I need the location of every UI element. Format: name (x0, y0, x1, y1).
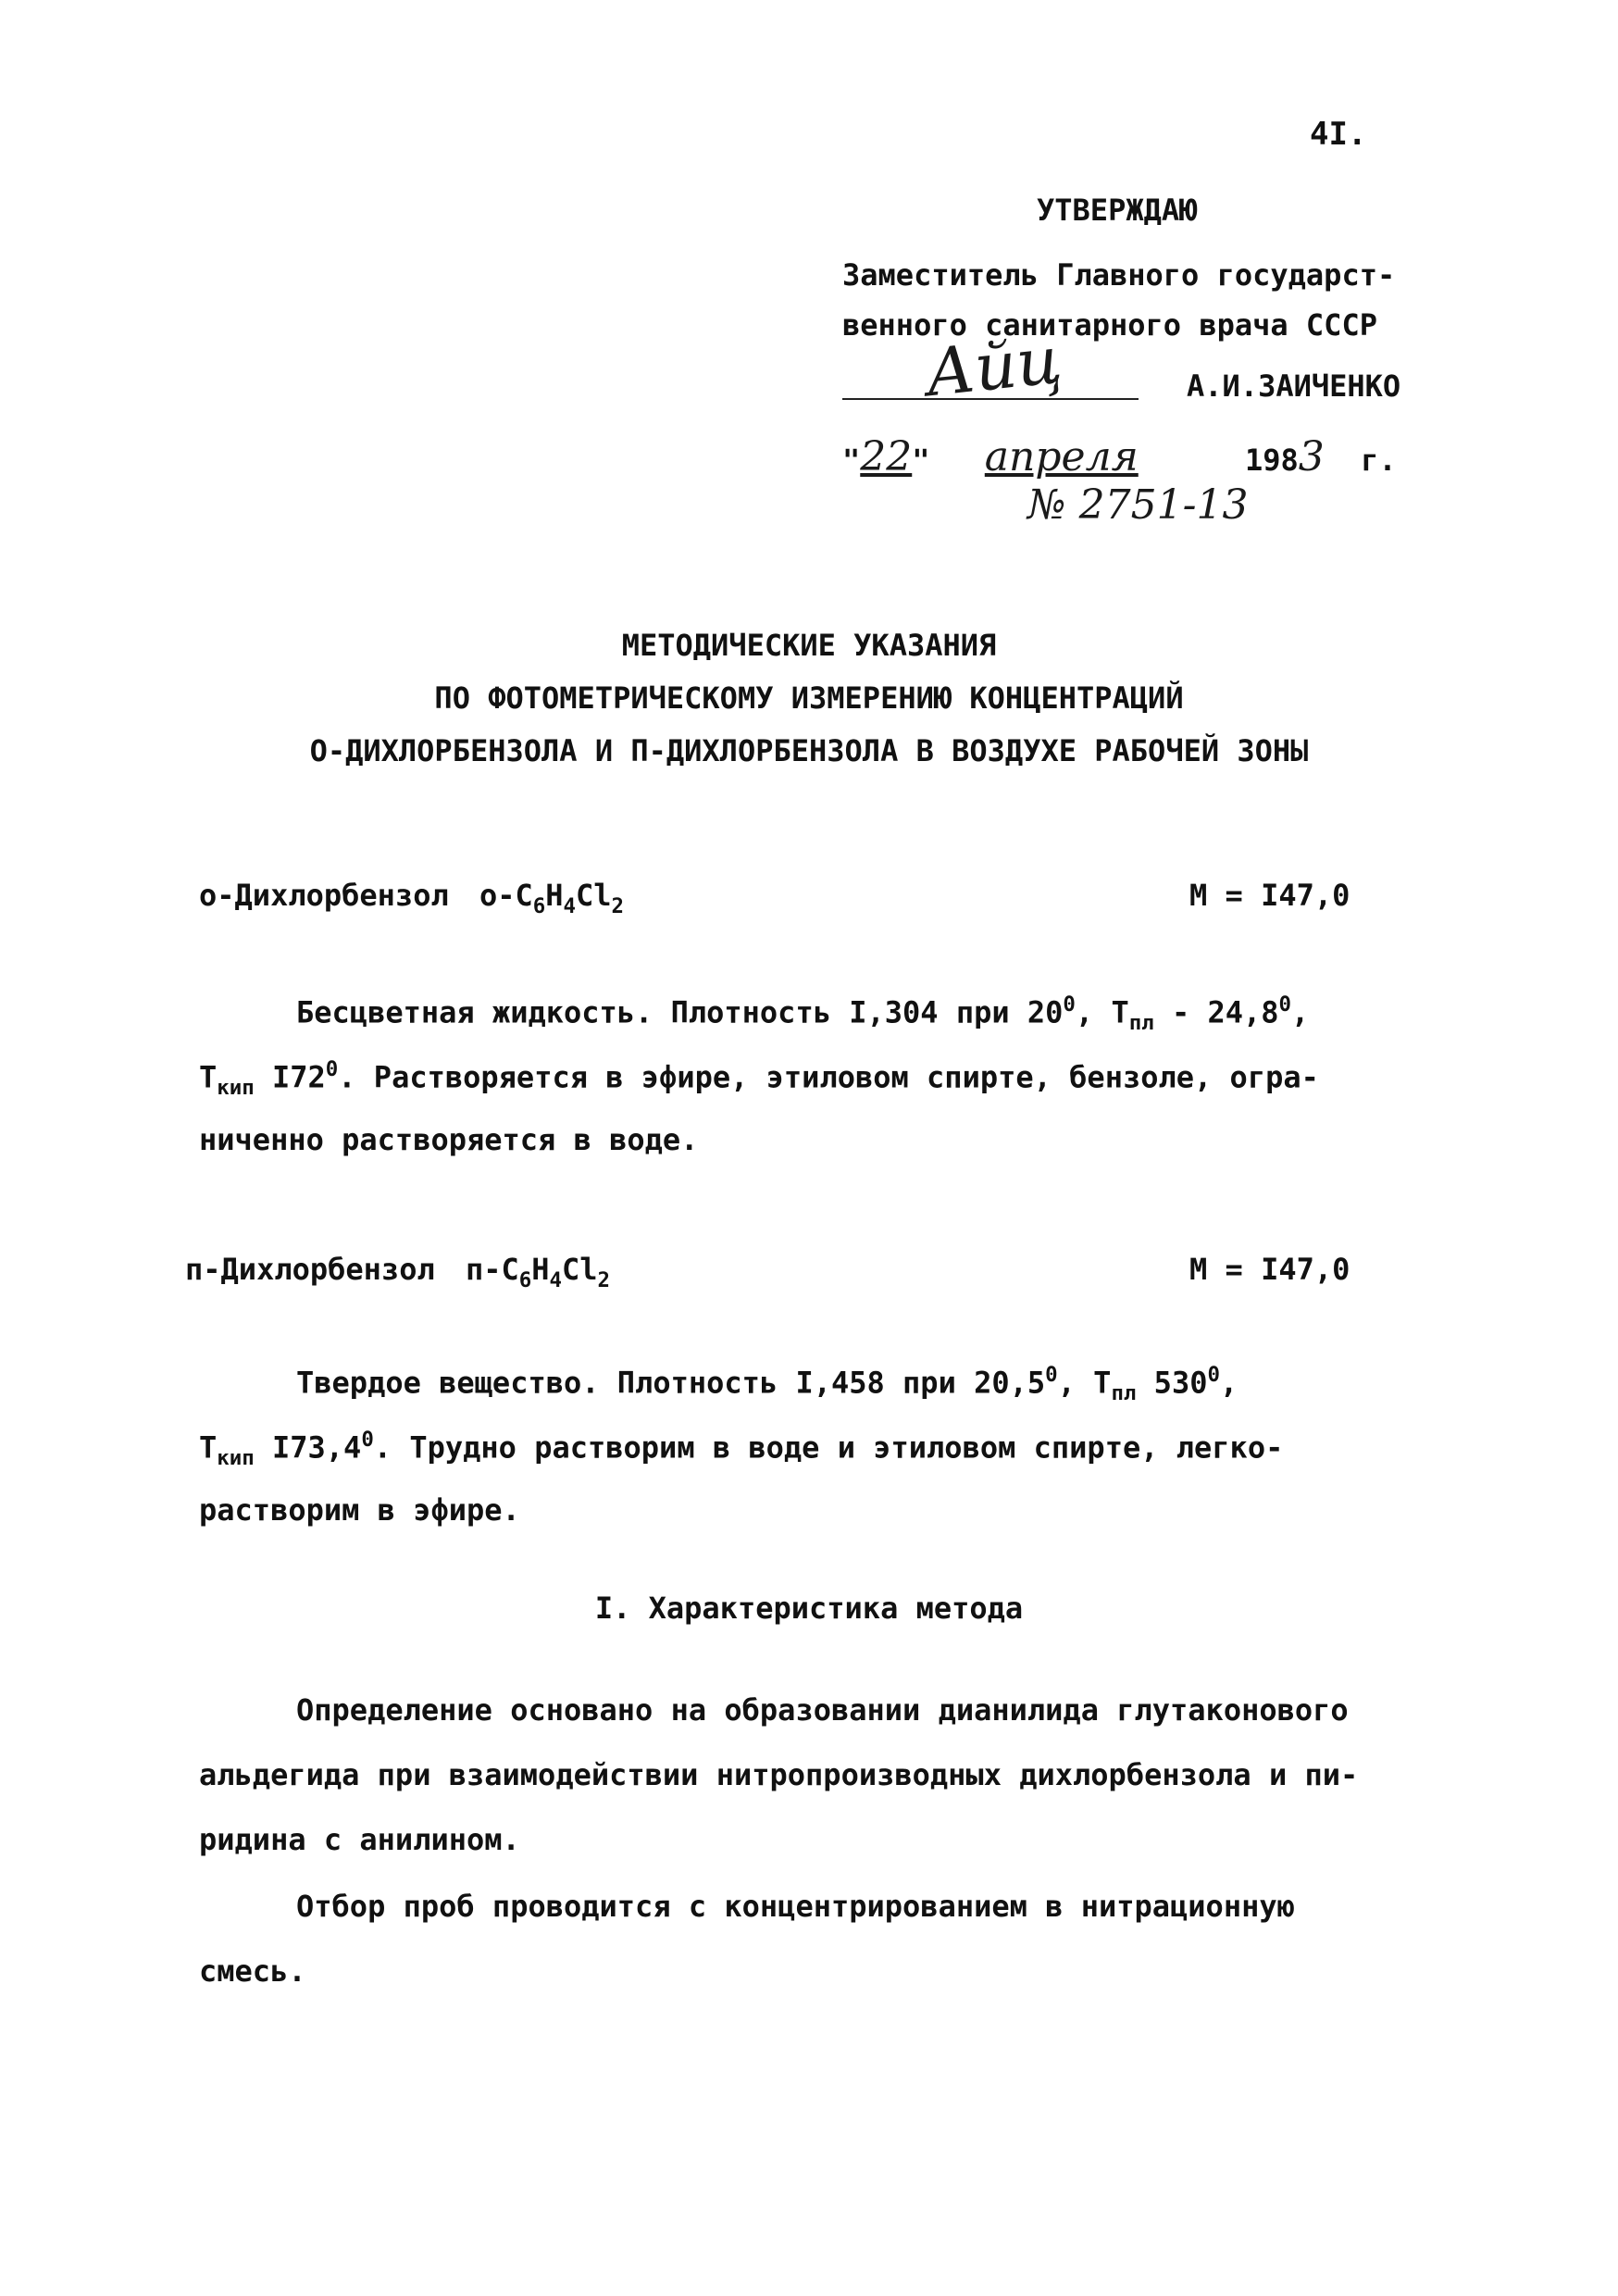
date-year-print: 198 (1245, 443, 1299, 478)
section1-p1-line2: альдегида при взаимодействии нитропроизводных дихлорбензола и пи- (199, 1757, 1359, 1792)
substance1-molar-mass: М = I47,0 (1189, 878, 1350, 913)
substance2-desc-line2: $Т_{кип}$ I73,4$^0$. Трудно растворим в воде и этиловом спирте, легко- (199, 1428, 1284, 1471)
approval-signer: А.И.ЗАИЧЕНКО (1187, 368, 1401, 404)
handwritten-signature: Айц (922, 321, 1065, 412)
section1-p2-line2: смесь. (199, 1953, 306, 1989)
section1-p1-line3: ридина с анилином. (199, 1822, 520, 1857)
section1-p2-line1: Отбор проб проводится с концентрированием в нитрационную (296, 1889, 1295, 1924)
date-day: 22 (860, 433, 913, 480)
title-line3: О-ДИХЛОРБЕНЗОЛА И П-ДИХЛОРБЕНЗОЛА В ВОЗДУХЕ РАБОЧЕЙ ЗОНЫ (309, 733, 1309, 768)
section1-p1-line1: Определение основано на образовании дианилида глутаконового (296, 1692, 1349, 1728)
substance1-desc-line1: Бесцветная жидкость. Плотность I,304 при $20^0$, $Т_{пл} - 24,8^0$, (296, 992, 1310, 1036)
section1-heading: I. Характеристика метода (594, 1591, 1024, 1626)
date-month: апреля (984, 433, 1139, 480)
substance1-formula: $о-C_6H_4Cl_2$ (479, 878, 625, 918)
registration-number (1027, 481, 1248, 529)
date-quote-open: " (842, 443, 861, 478)
substance1-name: о-Дихлорбензол (199, 878, 449, 913)
substance2-molar-mass: М = I47,0 (1189, 1252, 1350, 1287)
page-number: 4I. (1310, 116, 1367, 153)
substance2-desc-line1: Твердое вещество. Плотность I,458 при 20,5$^0$, $Т_{пл}$ $530^0$, (296, 1363, 1238, 1406)
reg-number: 2751-13 (1078, 481, 1249, 529)
title-line2: ПО ФОТОМЕТРИЧЕСКОМУ ИЗМЕРЕНИЮ КОНЦЕНТРАЦИЙ (434, 680, 1184, 716)
substance2-desc-line3: растворим в эфире. (199, 1492, 520, 1528)
date-year-hand: 3 (1298, 433, 1325, 480)
substance1-desc-line2: $Т_{кип}$ $I72^0$. Растворяется в эфире, этиловом спирте, бензоле, огра- (199, 1057, 1319, 1101)
substance2-heading (185, 1252, 610, 1292)
approval-heading: УТВЕРЖДАЮ (1037, 193, 1198, 228)
reg-prefix: № (1027, 481, 1066, 529)
substance2-name: п-Дихлорбензол (185, 1252, 435, 1287)
approval-position-line1: Заместитель Главного государст- (842, 257, 1396, 293)
title-line1: МЕТОДИЧЕСКИЕ УКАЗАНИЯ (621, 628, 997, 663)
date-quote-close: " (912, 443, 930, 478)
approval-year (1245, 433, 1397, 480)
date-suffix: г. (1361, 443, 1397, 478)
substance1-heading (199, 878, 624, 918)
substance2-formula: $п-C_6H_4Cl_2$ (465, 1252, 611, 1292)
substance1-desc-line3: ниченно растворяется в воде. (199, 1122, 699, 1157)
approval-position-line2: венного санитарного врача СССР (842, 307, 1377, 343)
approval-date (842, 433, 1139, 480)
